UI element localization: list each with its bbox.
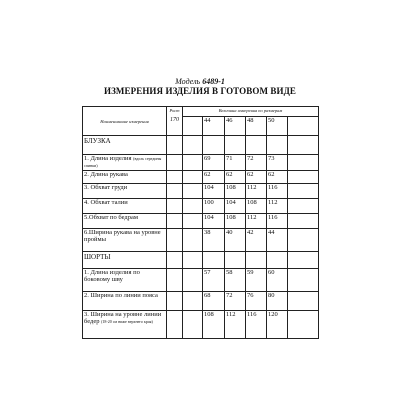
table-row [83,199,319,214]
value-cell: 58 [225,269,246,292]
measurement-note: (18-20 см ниже верхнего края) [101,319,153,324]
name-column-header: Наименование измерения [83,107,167,136]
empty-cell [288,311,319,339]
empty-cell [167,269,183,292]
value-cell: 73 [267,155,288,171]
empty-cell [183,214,203,229]
table-row [83,155,319,171]
measurement-label: 6.Ширина рукава на уровне проймы [84,229,161,243]
measurement-label-cell [83,184,167,199]
empty-cell [183,171,203,184]
value-cell: 108 [225,214,246,229]
table-row [83,311,319,339]
empty-cell [183,229,203,252]
empty-cell [288,252,319,269]
measurement-table [82,106,319,339]
empty-cell [183,252,203,269]
empty-cell [183,199,203,214]
section-title: ШОРТЫ [83,252,167,269]
measurement-label: 2. Ширина по линии пояса [84,292,158,299]
table-row [83,214,319,229]
empty-cell [183,269,203,292]
table-row [83,171,319,184]
value-cell: 44 [267,229,288,252]
height-column-header [167,107,183,136]
empty-cell [167,311,183,339]
empty-cell [288,269,319,292]
size-header-46: 46 [225,117,246,136]
size-header-50: 50 [267,117,288,136]
model-line [0,77,400,86]
empty-cell [246,136,267,155]
empty-cell [167,229,183,252]
value-cell: 80 [267,292,288,311]
value-cell: 59 [246,269,267,292]
value-cell: 60 [267,269,288,292]
empty-cell [288,136,319,155]
measurement-label-cell [83,214,167,229]
value-cell: 112 [267,199,288,214]
value-cell: 116 [246,311,267,339]
empty-cell [225,252,246,269]
document-title: ИЗМЕРЕНИЯ ИЗДЕЛИЯ В ГОТОВОМ ВИДЕ [103,86,297,96]
value-cell: 62 [267,171,288,184]
height-label: Рост [169,108,180,113]
size-header-blank [288,117,319,136]
empty-cell [167,136,183,155]
empty-cell [183,184,203,199]
measurement-label-cell [83,199,167,214]
measurement-label-cell [83,311,167,339]
empty-cell [183,292,203,311]
table-row [83,292,319,311]
table-row [83,184,319,199]
empty-cell [288,184,319,199]
value-cell: 68 [203,292,225,311]
value-cell: 72 [225,292,246,311]
size-header-48: 48 [246,117,267,136]
measurement-label: 5.Обхват по бедрам [84,214,138,221]
empty-cell [246,252,267,269]
value-cell: 71 [225,155,246,171]
measurement-label-cell [83,171,167,184]
value-cell: 40 [225,229,246,252]
measurement-label-cell [83,292,167,311]
value-cell: 72 [246,155,267,171]
value-cell: 76 [246,292,267,311]
empty-cell [267,252,288,269]
value-cell: 69 [203,155,225,171]
value-cell: 120 [267,311,288,339]
size-header-blank [183,117,203,136]
empty-cell [167,155,183,171]
model-number: 6489-1 [202,77,225,86]
empty-cell [288,171,319,184]
value-cell: 42 [246,229,267,252]
value-cell: 108 [225,184,246,199]
value-cell: 116 [267,184,288,199]
value-cell: 112 [246,184,267,199]
value-cell: 104 [203,184,225,199]
measurement-label: 3. Обхват груди [84,184,128,191]
measurement-label: 1. Длина изделия по боковому шву [84,269,140,283]
empty-cell [288,199,319,214]
value-cell: 116 [267,214,288,229]
empty-cell [225,136,246,155]
empty-cell [203,252,225,269]
value-cell: 100 [203,199,225,214]
empty-cell [167,292,183,311]
model-prefix: Модель [175,77,201,86]
value-cell: 62 [203,171,225,184]
value-cell: 57 [203,269,225,292]
section-title: БЛУЗКА [83,136,167,155]
section-row [83,136,319,155]
empty-cell [203,136,225,155]
empty-cell [167,252,183,269]
value-cell: 108 [203,311,225,339]
value-cell: 62 [225,171,246,184]
empty-cell [288,155,319,171]
empty-cell [288,292,319,311]
empty-cell [167,171,183,184]
measurement-label-cell [83,155,167,171]
empty-cell [167,184,183,199]
value-cell: 108 [246,199,267,214]
measurement-label-cell [83,269,167,292]
section-row [83,252,319,269]
table-row [83,269,319,292]
empty-cell [183,311,203,339]
measurement-note: (вдоль середины спинки) [84,156,162,168]
empty-cell [183,155,203,171]
size-header-44: 44 [203,117,225,136]
measurement-label: 2. Длина рукава [84,171,128,178]
values-column-header: Величина измерения по размерам [183,107,319,117]
measurement-label: 4. Обхват талии [84,199,128,206]
empty-cell [267,136,288,155]
empty-cell [288,214,319,229]
value-cell: 38 [203,229,225,252]
empty-cell [167,214,183,229]
value-cell: 112 [225,311,246,339]
value-cell: 112 [246,214,267,229]
measurement-label: 3. Ширина на уровне линии бедер [84,311,162,325]
value-cell: 104 [225,199,246,214]
empty-cell [183,136,203,155]
measurement-label-cell [83,229,167,252]
table-row [83,229,319,252]
table-header-row [83,107,319,117]
height-value: 170 [170,117,179,123]
empty-cell [167,199,183,214]
measurement-label: 1. Длина изделия [84,155,132,162]
empty-cell [288,229,319,252]
value-cell: 62 [246,171,267,184]
value-cell: 104 [203,214,225,229]
